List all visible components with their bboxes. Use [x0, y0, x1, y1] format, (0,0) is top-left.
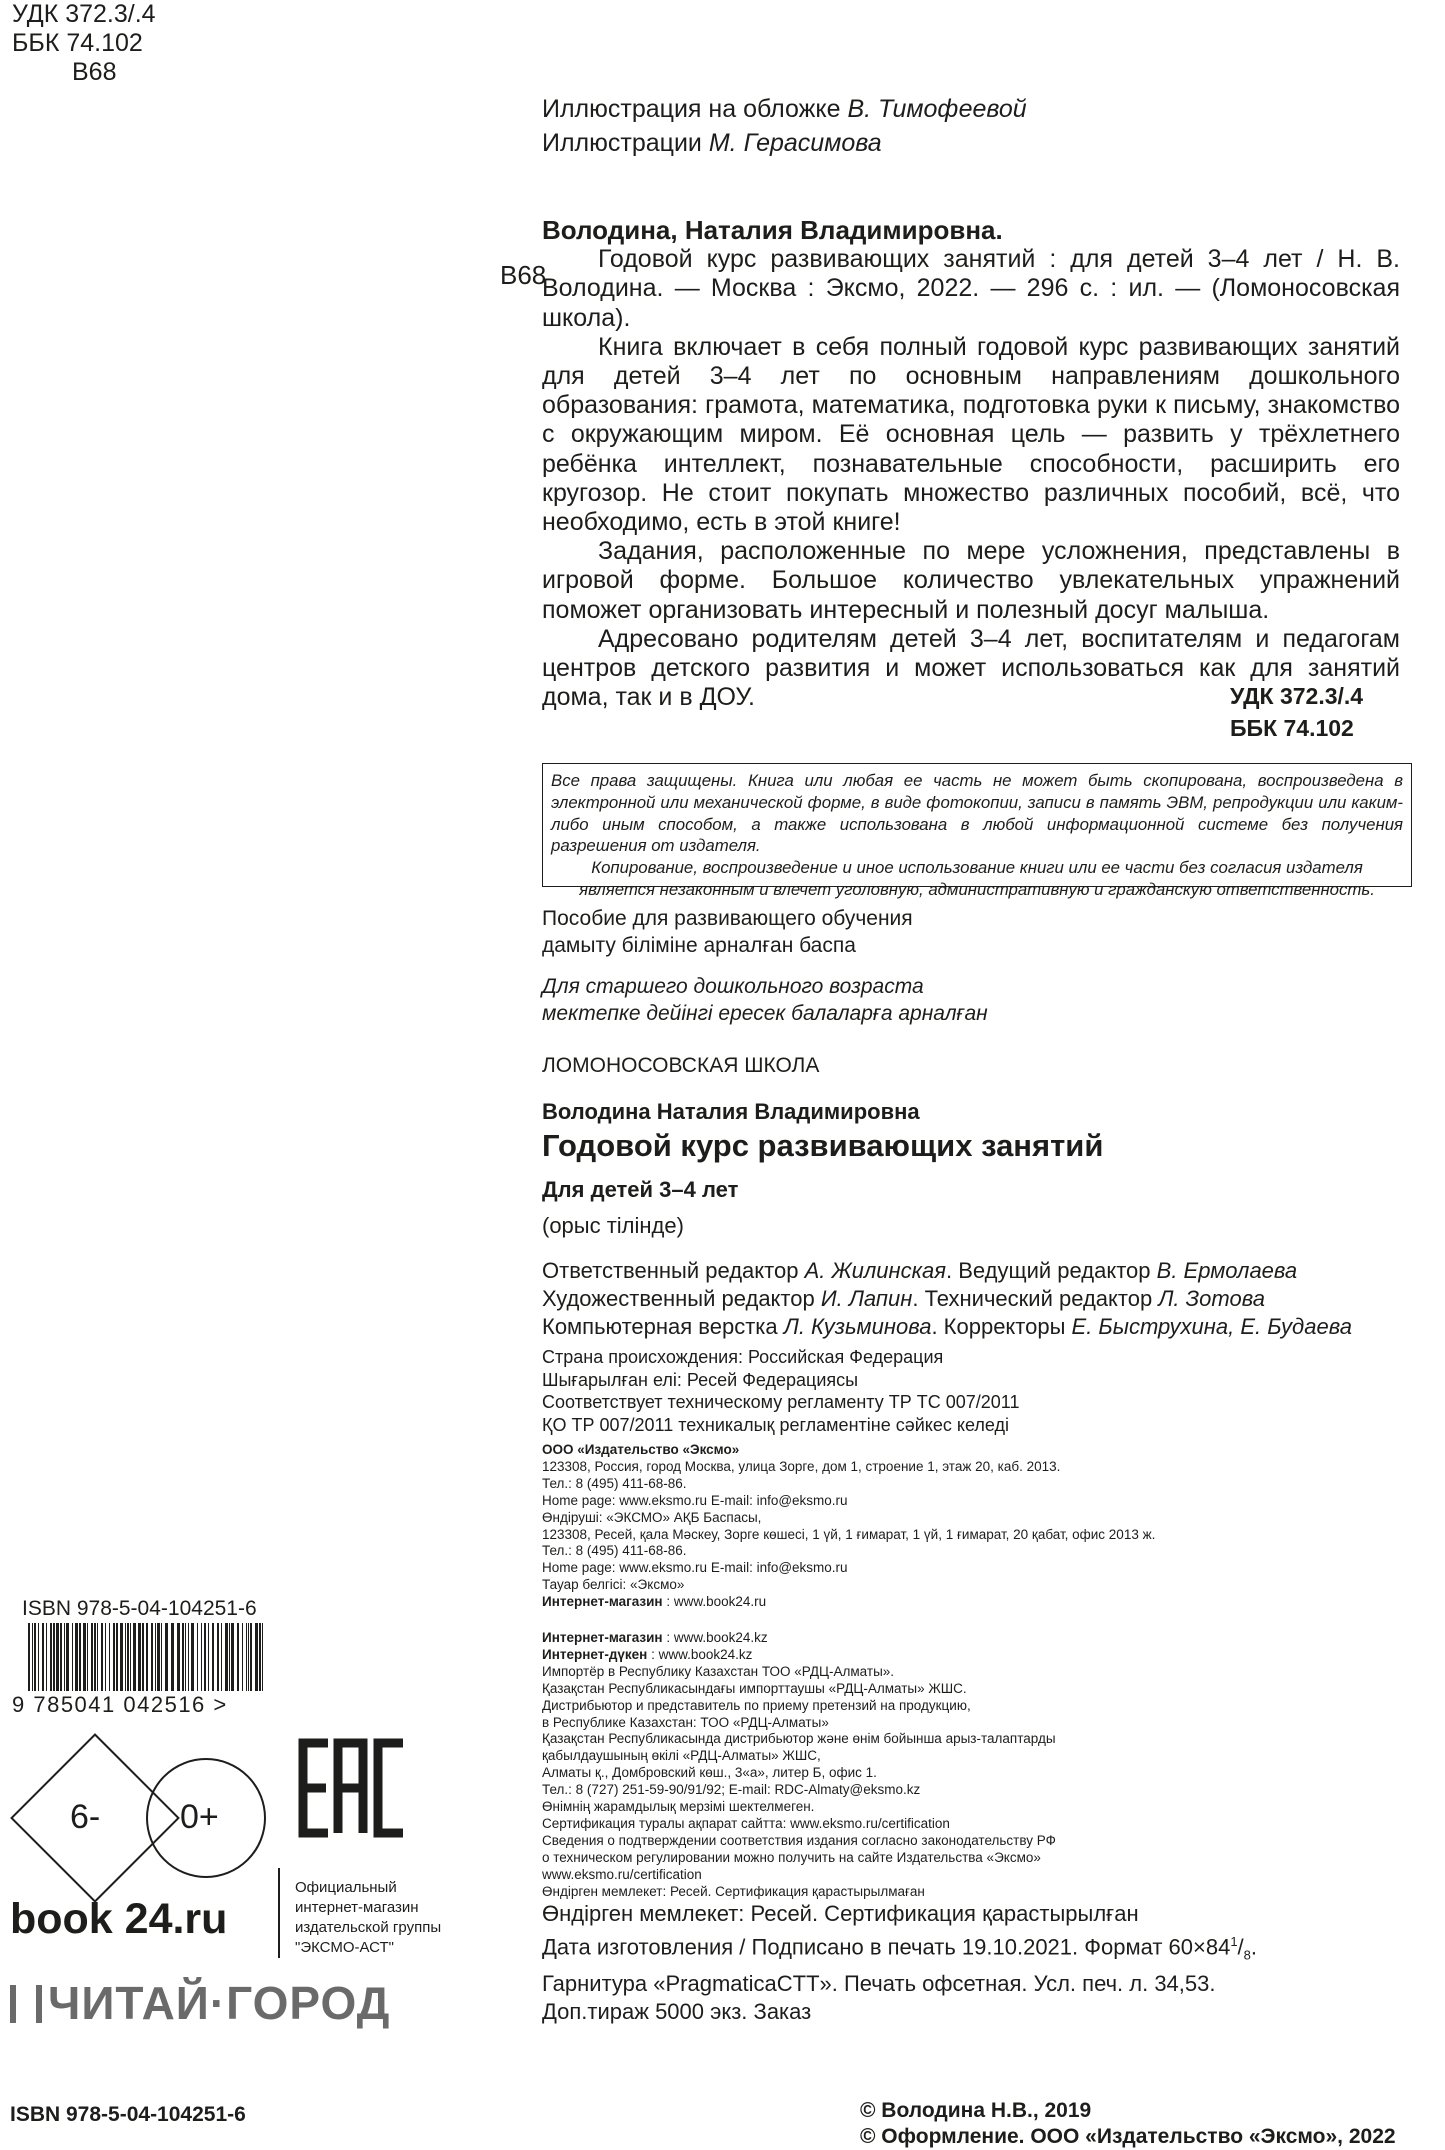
- barcode-bar: [116, 1623, 118, 1691]
- publisher-line: [542, 1647, 1056, 1664]
- barcode-bar: [130, 1623, 131, 1691]
- type-kz: дамыту біліміне арналған баспа: [542, 934, 856, 957]
- chitai-gorod-logo: [10, 1976, 390, 2030]
- rights-notice-box: [542, 763, 1412, 899]
- editor-name: Л. Зотова: [1158, 1286, 1265, 1311]
- publisher-line-text: 123308, Ресей, қала Мәскеу, Зорге көшесі, 1 үй, 1 ғимарат, 1 үй, 1 ғимарат, 20 қабат, офис 2013 ж.: [542, 1526, 1156, 1542]
- copyright-block: [860, 2098, 1396, 2150]
- publisher-line: [542, 1664, 1056, 1681]
- author-heading: Володина, Наталия Владимировна.: [542, 215, 1003, 245]
- publisher-line: [542, 1867, 1056, 1884]
- isbn-barcode-label: ISBN 978-5-04-104251-6: [22, 1597, 257, 1620]
- editor-role: . Корректоры: [931, 1314, 1072, 1339]
- official-store-text: [295, 1878, 441, 1958]
- publisher-line: [542, 1799, 1056, 1816]
- bib-entry: Годовой курс развивающих занятий : для детей 3–4 лет / Н. В. Володина. — Москва : Эксмо, 2022. — 296 с. : ил. — (Ломоносовская школа).: [542, 245, 1400, 332]
- publisher-line-text: Тел.: 8 (495) 411-68-86.: [542, 1543, 687, 1559]
- barcode-bar: [231, 1623, 234, 1691]
- barcode-bar: [83, 1623, 86, 1691]
- certification-line: Өндірген мемлекет: Ресей. Сертификация қарастырылған: [542, 1901, 1139, 1926]
- publisher-info: [542, 1442, 1155, 1611]
- barcode-bar: [208, 1623, 209, 1691]
- book24-logo: book 24.ru: [10, 1895, 228, 1943]
- barcode-digits: 9 785041 042516 >: [12, 1692, 228, 1717]
- publisher-line-text: Импортёр в Республику Казахстан ТОО «РДЦ-Алматы».: [542, 1663, 895, 1679]
- cover-credit-name: В. Тимофеевой: [847, 95, 1027, 123]
- rights-text-legal: Копирование, воспроизведение и иное использование книги или ее части без согласия издателя является незаконным и влечет уголовную, административную и гражданскую ответственность.: [579, 858, 1375, 899]
- print-date-text: Дата изготовления / Подписано в печать 19.10.2021. Формат 60×84: [542, 1934, 1231, 1960]
- age-rating-6: 6-: [70, 1798, 101, 1836]
- barcode-bar: [66, 1623, 69, 1691]
- publisher-line-text: 123308, Россия, город Москва, улица Зорге, дом 1, строение 1, этаж 20, каб. 2013.: [542, 1458, 1061, 1474]
- barcode-bar: [94, 1623, 96, 1691]
- barcode-bar: [201, 1623, 202, 1691]
- annotation-paragraph: Книга включает в себя полный годовой курс развивающих занятий для детей 3–4 лет по основным направлениям дошкольного образования: грамота, математика, подготовка руки к письму, знакомство с окружающим миром. Её основная цель — развить у трёхлетнего ребёнка интеллект, познавательные способности, расширить его кругозор. Не стоит покупать множество различных пособий, всё, что необходимо, есть в этой книге!: [542, 332, 1400, 537]
- publisher-line: [542, 1833, 1056, 1850]
- author-mark-left: В68: [500, 260, 547, 290]
- barcode-bar: [113, 1623, 115, 1691]
- publisher-line-text: : www.book24.ru: [662, 1594, 767, 1610]
- barcode-bar: [146, 1623, 148, 1691]
- barcode-bar: [109, 1623, 110, 1691]
- barcode-bar: [133, 1623, 136, 1691]
- barcode-bar: [105, 1623, 106, 1691]
- barcode: [24, 1623, 270, 1691]
- isbn-bottom: ISBN 978-5-04-104251-6: [10, 2103, 246, 2126]
- barcode-bar: [38, 1623, 39, 1691]
- barcode-bar: [42, 1623, 44, 1691]
- inner-illustration-credit: [542, 126, 1027, 160]
- publisher-line: [542, 1527, 1155, 1544]
- publisher-line-text: о техническом регулировании можно получить на сайте Издательства «Эксмо»: [542, 1849, 1041, 1865]
- editor-line: [542, 1257, 1352, 1285]
- bbk-line: ББК 74.102: [12, 29, 143, 57]
- barcode-bar: [259, 1623, 261, 1691]
- barcode-bar: [185, 1623, 186, 1691]
- barcode-bar: [142, 1623, 144, 1691]
- publisher-line: [542, 1476, 1155, 1493]
- barcode-bar: [138, 1623, 141, 1691]
- barcode-bar: [161, 1623, 162, 1691]
- illustration-credits: [542, 92, 1027, 160]
- origin-line: ҚО ТР 007/2011 техникалық регламентіне сәйкес келеді: [542, 1414, 1009, 1435]
- editor-name: Е. Быструхина, Е. Будаева: [1071, 1314, 1352, 1339]
- editor-role: . Ведущий редактор: [946, 1258, 1157, 1283]
- chitai-gorod-icon: [10, 1985, 42, 2023]
- barcode-bar: [72, 1623, 73, 1691]
- barcode-bar: [262, 1623, 263, 1691]
- publisher-line: [542, 1715, 1056, 1732]
- publisher-line-text: Алматы қ., Домбровский көш., 3«а», литер Б, офис 1.: [542, 1765, 877, 1781]
- inner-credit-prefix: Иллюстрации: [542, 129, 702, 157]
- publisher-line-text: Өндіруші: «ЭКСМО» АҚБ Баспасы,: [542, 1509, 762, 1525]
- format-sup: 1: [1230, 1934, 1238, 1949]
- barcode-bar: [127, 1623, 129, 1691]
- barcode-bar: [60, 1623, 62, 1691]
- barcode-bar: [182, 1623, 184, 1691]
- book-subtitle: Для детей 3–4 лет: [542, 1177, 739, 1202]
- series-name: ЛОМОНОСОВСКАЯ ШКОЛА: [542, 1054, 820, 1077]
- publisher-line-text: Сведения о подтверждении соответствия издания согласно законодательству РФ: [542, 1832, 1056, 1848]
- publisher-line-text: : www.book24.kz: [662, 1630, 768, 1645]
- bibliographic-record: [542, 216, 1400, 712]
- publisher-line-text: Қазақстан Республикасындағы импорттаушы «РДЦ-Алматы» ЖШС.: [542, 1680, 967, 1696]
- publisher-line: [542, 1816, 1056, 1833]
- inner-credit-name: М. Герасимова: [708, 129, 882, 157]
- editor-name: В. Ермолаева: [1156, 1258, 1298, 1283]
- bbk-bold: ББК 74.102: [1230, 715, 1354, 741]
- origin-line: Страна происхождения: Российская Федерация: [542, 1347, 944, 1367]
- publisher-line: [542, 1543, 1155, 1560]
- copyright-line: © Оформление. ООО «Издательство «Эксмо», 2022: [860, 2125, 1396, 2148]
- chitai-gorod-text: ЧИТАЙ·ГОРОД: [48, 1977, 391, 2029]
- barcode-bar: [155, 1623, 156, 1691]
- distributor-info: [542, 1630, 1056, 1901]
- editors-block: [542, 1257, 1352, 1341]
- barcode-bar: [87, 1623, 88, 1691]
- barcode-bar: [246, 1623, 247, 1691]
- type-ru: Пособие для развивающего обучения: [542, 907, 913, 930]
- author-name: Володина Наталия Владимировна: [542, 1099, 920, 1124]
- barcode-bar: [125, 1623, 126, 1691]
- editor-name: А. Жилинская: [804, 1258, 947, 1283]
- barcode-bar: [151, 1623, 153, 1691]
- barcode-bar: [101, 1623, 103, 1691]
- barcode-bar: [75, 1623, 78, 1691]
- publisher-line-bold: Интернет-магазин: [542, 1594, 663, 1610]
- annotation-paragraph: Задания, расположенные по мере усложнения, представлены в игровой форме. Большое количество увлекательных упражнений поможет организовать интересный и полезный досуг малыша.: [542, 537, 1400, 624]
- editor-name: Л. Кузьминова: [783, 1314, 932, 1339]
- publisher-line: [542, 1510, 1155, 1527]
- editor-role: . Технический редактор: [912, 1286, 1159, 1311]
- publisher-line-text: Қазақстан Республикасында дистрибьютор және өнім бойынша арыз-талаптарды: [542, 1731, 1056, 1747]
- barcode-bar: [177, 1623, 180, 1691]
- barcode-bar: [91, 1623, 93, 1691]
- origin-block: [542, 1346, 1019, 1436]
- publisher-line-text: Тел.: 8 (495) 411-68-86.: [542, 1475, 687, 1491]
- udk-top-block: [12, 0, 156, 87]
- publisher-line: [542, 1748, 1056, 1765]
- publisher-line: [542, 1884, 1056, 1901]
- divider: [278, 1868, 280, 1958]
- barcode-bar: [171, 1623, 174, 1691]
- age-ru: Для старшего дошкольного возраста: [542, 975, 924, 998]
- publisher-line-text: Тел.: 8 (727) 251-59-90/91/92; E-mail: RDC-Almaty@eksmo.kz: [542, 1782, 921, 1798]
- editor-line: [542, 1285, 1352, 1313]
- origin-line: Соответствует техническому регламенту ТР ТС 007/2011: [542, 1392, 1020, 1412]
- barcode-bar: [217, 1623, 219, 1691]
- official-line: интернет-магазин: [295, 1899, 419, 1916]
- annotation-paragraph: Адресовано родителям детей 3–4 лет, воспитателям и педагогам центров детского развития и может использоваться как для занятий дома, так и в ДОУ.: [542, 624, 1400, 712]
- publisher-line-text: Өндірген мемлекет: Ресей. Сертификация қарастырылмаған: [542, 1883, 925, 1899]
- publisher-line: [542, 1594, 1155, 1611]
- print-run-line: Доп.тираж 5000 экз. Заказ: [542, 1998, 812, 2024]
- editor-name: И. Лапин: [820, 1286, 913, 1311]
- barcode-bar: [32, 1623, 33, 1691]
- barcode-bar: [97, 1623, 98, 1691]
- publisher-line-text: в Республике Казахстан: ТОО «РДЦ-Алматы»: [542, 1714, 829, 1730]
- publisher-line: [542, 1681, 1056, 1698]
- copyright-line: © Володина Н.В., 2019: [860, 2099, 1092, 2122]
- barcode-bar: [229, 1623, 230, 1691]
- barcode-bar: [188, 1623, 189, 1691]
- print-date-suffix: .: [1250, 1934, 1258, 1960]
- publisher-line: [542, 1782, 1056, 1799]
- barcode-bar: [248, 1623, 249, 1691]
- author-mark-line: В68: [72, 58, 117, 86]
- barcode-bar: [46, 1623, 47, 1691]
- editor-role: Ответственный редактор: [542, 1258, 805, 1283]
- barcode-bar: [64, 1623, 65, 1691]
- typeface-line: Гарнитура «PragmaticaCTT». Печать офсетная. Усл. печ. л. 34,53.: [542, 1970, 1216, 1996]
- editor-line: [542, 1313, 1352, 1341]
- book-title: Годовой курс развивающих занятий: [542, 1128, 1104, 1163]
- publisher-line-text: Өнімнің жарамдылық мерзімі шектелмеген.: [542, 1799, 815, 1815]
- barcode-bar: [212, 1623, 214, 1691]
- barcode-bar: [28, 1623, 30, 1691]
- barcode-bar: [53, 1623, 55, 1691]
- age-rating-0: 0+: [180, 1798, 219, 1836]
- udk-bold: УДК 372.3/.4: [1230, 683, 1364, 709]
- publisher-line: [542, 1698, 1056, 1715]
- barcode-bar: [250, 1623, 252, 1691]
- barcode-bar: [120, 1623, 123, 1691]
- origin-line: Шығарылған елі: Ресей Федерациясы: [542, 1369, 859, 1390]
- barcode-bar: [242, 1623, 243, 1691]
- publisher-line-text: : www.book24.kz: [647, 1646, 753, 1662]
- publisher-line: [542, 1493, 1155, 1510]
- barcode-bar: [221, 1623, 222, 1691]
- print-date-line: Дата изготовления / Подписано в печать 19.10.2021. Формат $60\times 84^1/_8$.: [542, 1934, 1258, 1963]
- publisher-line: [542, 1459, 1155, 1476]
- barcode-bar: [255, 1623, 258, 1691]
- barcode-bar: [34, 1623, 36, 1691]
- publisher-line: [542, 1560, 1155, 1577]
- print-details: [542, 1900, 1257, 2026]
- udk-bbk-right: [1230, 680, 1363, 744]
- barcode-bar: [79, 1623, 81, 1691]
- publisher-line: [542, 1850, 1056, 1867]
- publisher-line-bold: Интернет-дүкен: [542, 1646, 648, 1662]
- publisher-line: [542, 1630, 1056, 1647]
- udk-line: УДК 372.3/.4: [12, 0, 156, 28]
- language-note: (орыс тілінде): [542, 1213, 684, 1238]
- barcode-bar: [191, 1623, 194, 1691]
- publisher-line-text: Тауар белгісі: «Эксмо»: [542, 1577, 685, 1593]
- publisher-line-bold: ООО «Издательство «Эксмо»: [542, 1442, 740, 1457]
- publisher-line-text: www.eksmo.ru/certification: [542, 1866, 702, 1882]
- format-sub: 8: [1243, 1947, 1251, 1963]
- rights-text: Все права защищены. Книга или любая ее часть не может быть скопирована, воспроизведена в электронной или механической форме, в виде фотокопии, записи в память ЭВМ, репродукции или каким-либо иным способом, а также использована в любой информационной системе без получения разрешения от издателя.: [551, 771, 1403, 856]
- age-kz: мектепке дейінгі ересек балаларға арналған: [542, 1002, 988, 1025]
- publisher-line-text: Home page: www.eksmo.ru E-mail: info@eksmo.ru: [542, 1560, 848, 1576]
- official-line: издательской группы: [295, 1919, 442, 1936]
- eac-icon: [298, 1738, 408, 1838]
- cover-illustration-credit: [542, 92, 1027, 126]
- barcode-bar: [197, 1623, 198, 1691]
- publisher-line-text: Home page: www.eksmo.ru E-mail: info@eksmo.ru: [542, 1492, 848, 1508]
- publisher-line: [542, 1577, 1155, 1594]
- age-group: [542, 973, 988, 1027]
- barcode-bar: [50, 1623, 52, 1691]
- editor-role: Художественный редактор: [542, 1286, 821, 1311]
- publication-type: [542, 905, 913, 959]
- publisher-line: [542, 1731, 1056, 1748]
- barcode-bar: [56, 1623, 59, 1691]
- official-line: Официальный: [295, 1879, 397, 1896]
- publisher-line-bold: Интернет-магазин: [542, 1630, 663, 1645]
- barcode-bar: [204, 1623, 206, 1691]
- cover-credit-prefix: Иллюстрация на обложке: [542, 95, 841, 123]
- barcode-bar: [237, 1623, 239, 1691]
- editor-role: Компьютерная верстка: [542, 1314, 784, 1339]
- barcode-bar: [165, 1623, 168, 1691]
- publisher-line-text: Дистрибьютор и представитель по приему претензий на продукцию,: [542, 1697, 971, 1713]
- official-line: "ЭКСМО-АСТ": [295, 1939, 394, 1956]
- barcode-bar: [225, 1623, 228, 1691]
- publisher-line: [542, 1442, 1155, 1459]
- publisher-line: [542, 1765, 1056, 1782]
- barcode-bar: [157, 1623, 160, 1691]
- publisher-line-text: Сертификация туралы ақпарат сайтта: www.eksmo.ru/certification: [542, 1815, 950, 1831]
- publisher-line-text: қабылдаушының өкілі «РДЦ-Алматы» ЖШС,: [542, 1748, 821, 1764]
